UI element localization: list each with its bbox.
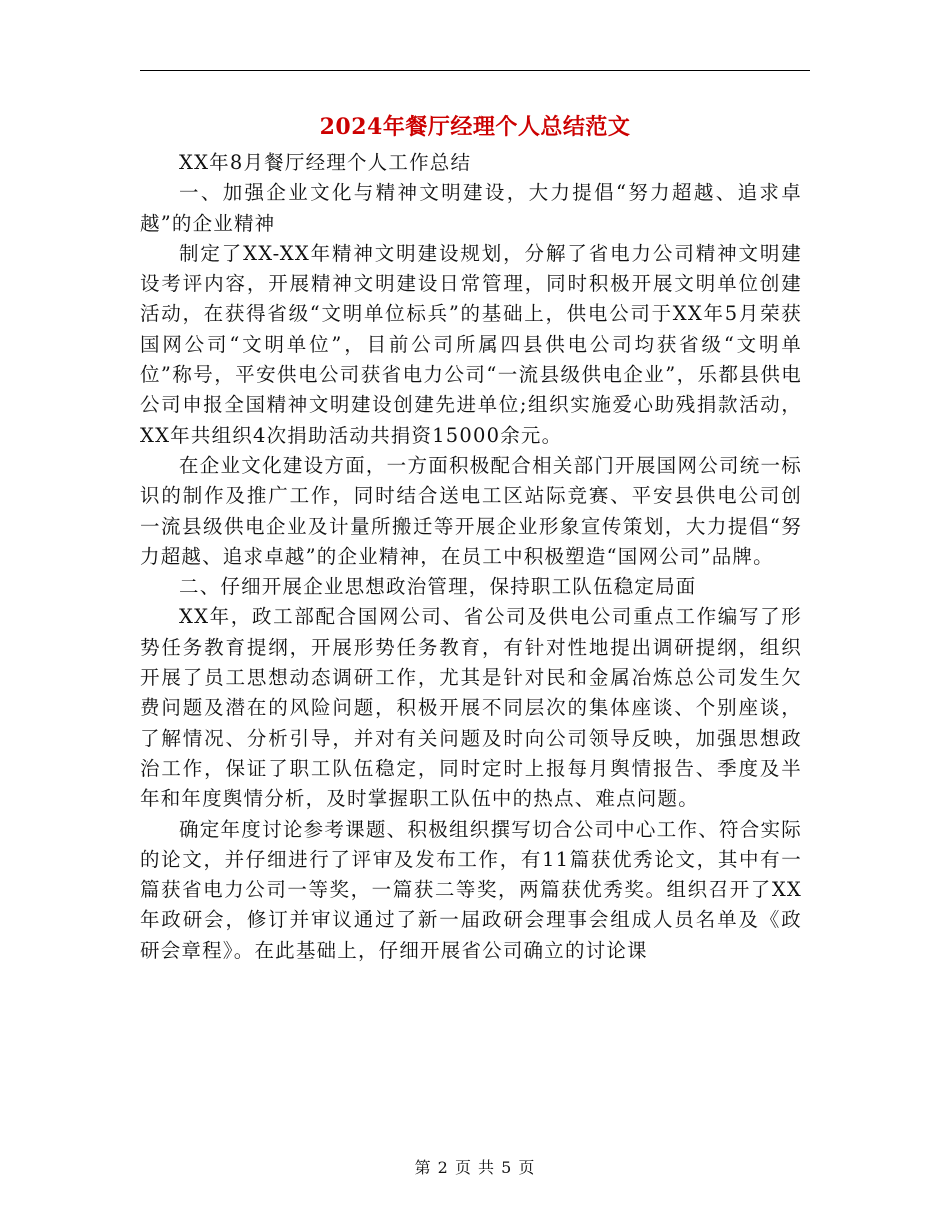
paragraph-section-heading-1: 一、加强企业文化与精神文明建设，大力提倡“努力超越、追求卓越”的企业精神 — [140, 181, 802, 235]
document-body — [140, 148, 802, 966]
paragraph: 制定了XX-XX年精神文明建设规划，分解了省电力公司精神文明建设考评内容，开展精神文明建设日常管理，同时积极开展文明单位创建活动，在获得省级“文明单位标兵”的基础上，供电公司于XX年5月荣获国网公司“文明单位”，目前公司所属四县供电公司均获省级“文明单位”称号，平安供电公司获省电力公司“一流县级供电企业”，乐都县供电公司申报全国精神文明建设创建先进单位;组织实施爱心助残捐款活动，XX年共组织4次捐助活动共捐资15000余元。 — [140, 241, 802, 447]
paragraph-subtitle: XX年8月餐厅经理个人工作总结 — [179, 151, 472, 174]
header-rule — [140, 70, 810, 71]
page-number: 第 2 页 共 5 页 — [414, 1158, 536, 1177]
paragraph-section-heading-2: 二、仔细开展企业思想政治管理，保持职工队伍稳定局面 — [179, 575, 697, 599]
paragraph: 确定年度讨论参考课题、积极组织撰写切合公司中心工作、符合实际的论文，并仔细进行了评审及发布工作，有11篇获优秀论文，其中有一篇获省电力公司一等奖，一篇获二等奖，两篇获优秀奖。组织召开了XX年政研会，修订并审议通过了新一届政研会理事会组成人员名单及《政研会章程》。在此基础上，仔细开展省公司确立的讨论课 — [140, 817, 802, 962]
paragraph: 在企业文化建设方面，一方面积极配合相关部门开展国网公司统一标识的制作及推广工作，同时结合送电工区站际竞赛、平安县供电公司创一流县级供电企业及计量所搬迁等开展企业形象宣传策划，大力提倡“努力超越、追求卓越”的企业精神，在员工中积极塑造“国网公司”品牌。 — [140, 453, 802, 568]
document-title: 2024年餐厅经理个人总结范文 — [319, 114, 631, 140]
paragraph: XX年，政工部配合国网公司、省公司及供电公司重点工作编写了形势任务教育提纲，开展形势任务教育，有针对性地提出调研提纲，组织开展了员工思想动态调研工作，尤其是针对民和金属冶炼总公司发生欠费问题及潜在的风险问题，积极开展不同层次的集体座谈、个别座谈，了解情况、分析引导，并对有关问题及时向公司领导反映，加强思想政治工作，保证了职工队伍稳定，同时定时上报每月舆情报告、季度及半年和年度舆情分析，及时掌握职工队伍中的热点、难点问题。 — [140, 605, 802, 811]
